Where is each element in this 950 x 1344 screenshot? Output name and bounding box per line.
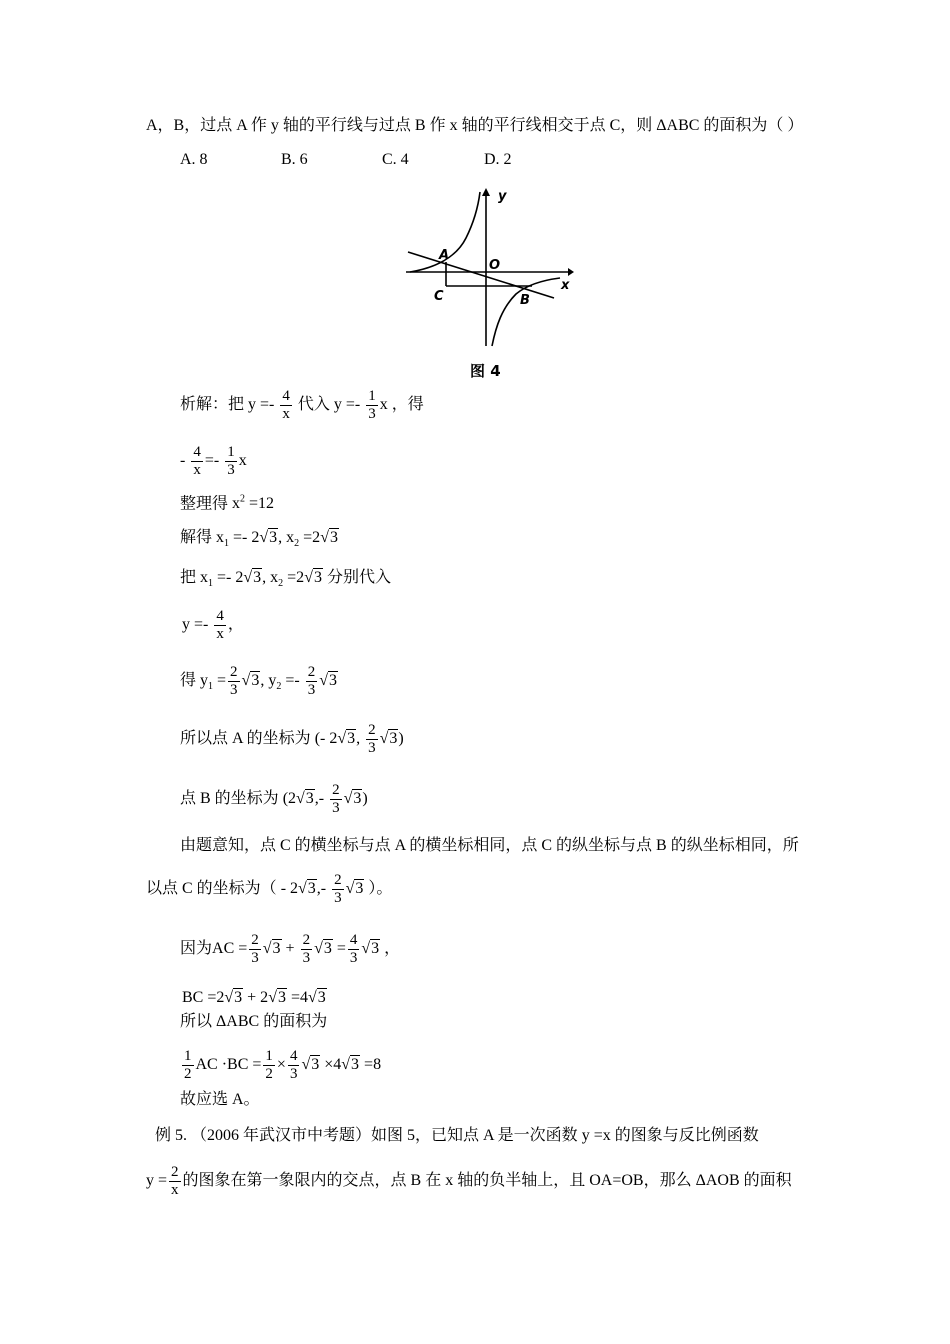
text: 得 (180, 672, 197, 690)
figure-caption: 图 4 (470, 362, 501, 380)
example5-line-1: 例 5. （2006 年武汉市中考题）如图 5，已知点 A 是一次函数 y =x 的图象与反比例函数 (155, 1127, 759, 1144)
x-axis-arrow (568, 268, 574, 276)
label-b: B (520, 293, 530, 308)
y-axis-arrow (482, 188, 490, 196)
example5-line-2: y = $\frac{2}{x}$ 的图象在第一象限内的交点，点 B 在 x 轴的负半轴上，且 OA=OB，那么 ΔAOB 的面积 (146, 1164, 792, 1198)
solution-line-3: 整理得 $x^2 =12$ (180, 494, 275, 513)
text: 所以 (180, 1013, 213, 1030)
text: 的图象与反比例函数 (614, 1127, 759, 1144)
solution-line-1: 析解：把 y =- $\frac{4}{x}$ 代入 y =- $\frac{1}{3}$ x ，得 (180, 388, 424, 422)
question-stem: A，B，过点 A 作 y 轴的平行线与过点 B 作 x 轴的平行线相交于点 C，则 ΔABC 的面积为（ ） (146, 117, 804, 134)
text: 所以点 A 的坐标为 (180, 730, 311, 748)
text: ，得 (391, 396, 424, 414)
solution-line-14: 所以 ΔABC 的面积为 (180, 1013, 328, 1030)
text: 代入 (297, 396, 330, 414)
label-x: x (561, 278, 570, 293)
text: 点 B 的坐标为 (180, 790, 279, 808)
figure-4-graph (404, 186, 574, 351)
text: 的面积 (743, 1172, 792, 1190)
option-c: C. 4 (382, 151, 409, 168)
equation-line: - $\frac{4}{x}$ =- $\frac{1}{3}$ x (180, 444, 247, 478)
solution-line-6: y =- $\frac{4}{x}$ ， (182, 608, 244, 642)
solution-line-10: 由题意知，点 C 的横坐标与点 A 的横坐标相同，点 C 的纵坐标与点 B 的纵坐标相同，所 (180, 837, 799, 854)
label-c: C (434, 289, 444, 304)
option-b: B. 6 (281, 151, 308, 168)
label-a: A (439, 248, 450, 263)
solution-line-15: $\frac{1}{2}$ AC ·BC = $\frac{1}{2}$ × $\frac{4}{3}$ √3 ×4√3 =8 (184, 1048, 382, 1082)
solution-line-11: 以点 C 的坐标为（ - 2√3,- $\frac{2}{3}$ √3 ）。 (146, 872, 393, 906)
text: 的图象在第一象限内的交点，点 B 在 x 轴的负半轴上，且 OA=OB，那么 (182, 1172, 692, 1190)
text: 解得 (180, 529, 213, 546)
text: 以点 C 的坐标为（ (146, 880, 277, 898)
solution-line-16: 故应选 A。 (180, 1091, 260, 1108)
text: 把 (180, 569, 197, 586)
label-y: y (498, 189, 507, 204)
text: 整理得 (180, 495, 229, 513)
option-d: D. 2 (484, 151, 512, 168)
option-a: A. 8 (180, 151, 208, 168)
text: 分别代入 (326, 569, 391, 586)
linear-function-line (408, 252, 554, 298)
text: 例 5. （2006 年武汉市中考题）如图 5，已知点 A 是一次函数 (155, 1127, 578, 1144)
solution-line-9: 点 B 的坐标为 (2√3,- $\frac{2}{3}$ √3) (180, 782, 368, 816)
text: ）。 (368, 880, 393, 898)
text: 因为 (180, 940, 213, 958)
solution-line-4: 解得 $x_1 =- 2√3$, $x_2 =2√3$ (180, 529, 338, 550)
solution-line-5: 把 $x_1 =- 2√3$, $x_2 =2√3$ 分别代入 (180, 569, 391, 590)
text: 的面积为 (263, 1013, 328, 1030)
solution-line-12: 因为AC = $\frac{2}{3}$ √3 + $\frac{2}{3}$ √3 = $\frac{4}{3}$ √3 ， (180, 932, 401, 966)
label-o: O (489, 258, 501, 273)
text: 析解：把 (180, 396, 245, 414)
solution-line-7: 得 $y_1$ = $\frac{2}{3}$ √3, $y_2$ =- $\frac{2}{3}$ √3 (180, 664, 337, 698)
solution-line-8: 所以点 A 的坐标为 (- 2√3, $\frac{2}{3}$ √3) (180, 722, 404, 756)
solution-line-13: BC =2√3 + 2√3 =4√3 (182, 989, 326, 1006)
hyperbola-branch-lower (492, 278, 560, 346)
